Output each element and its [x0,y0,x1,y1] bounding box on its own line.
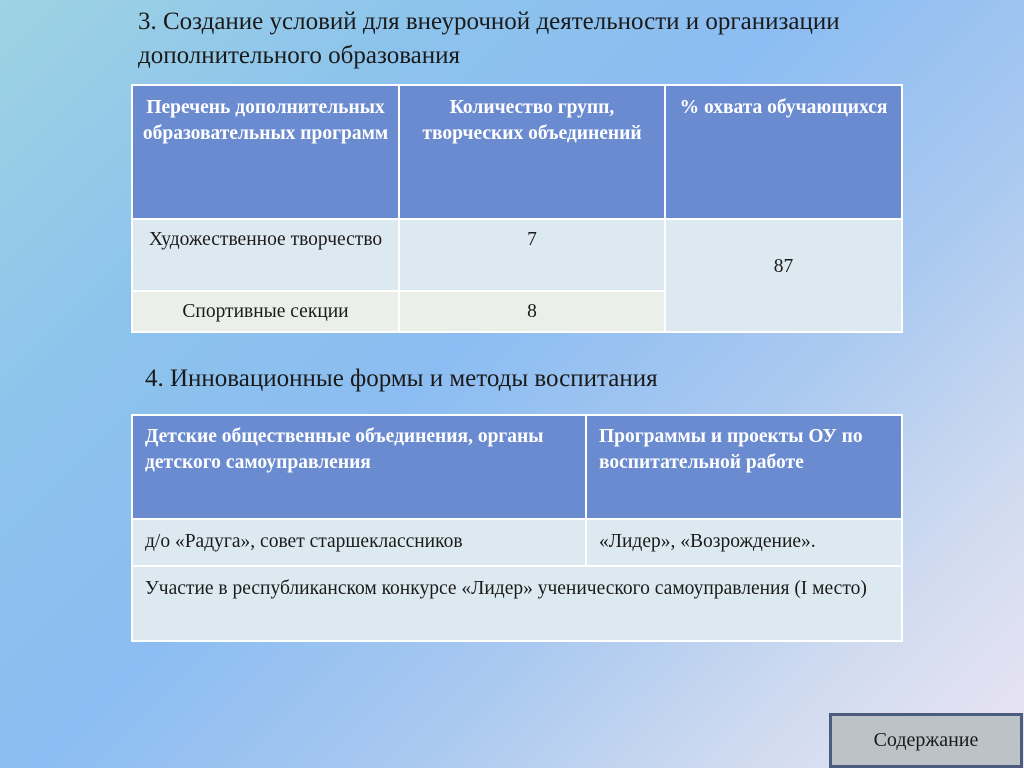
header-programs-list: Перечень дополнительных образовательных программ [132,85,399,219]
cell-contest-note: Участие в республиканском конкурсе «Лидер» ученического самоуправления (I место) [132,566,902,641]
header-groups-count: Количество групп, творческих объединений [399,85,665,219]
cell-groups-sports: 8 [399,291,665,332]
table-row [132,566,902,641]
table-row [132,519,902,566]
innovations-table [131,414,903,642]
section-4-title: 4. Инновационные формы и методы воспитания [145,365,658,392]
header-coverage-percent: % охвата обучающихся [665,85,902,219]
table-header-row [132,85,902,219]
programs-table [131,84,903,333]
cell-coverage-value: 87 [665,219,902,332]
contents-button[interactable]: Содержание [829,713,1023,768]
table-header-row [132,415,902,519]
section-3-title: 3. Создание условий для внеурочной деятельности и организации дополнительного образования [138,8,840,69]
header-projects: Программы и проекты ОУ по воспитательной работе [586,415,902,519]
cell-groups-art: 7 [399,219,665,291]
cell-projects: «Лидер», «Возрождение». [586,519,902,566]
cell-associations: д/о «Радуга», совет старшеклассников [132,519,586,566]
table-row [132,219,902,291]
cell-program-art: Художественное творчество [132,219,399,291]
header-associations: Детские общественные объединения, органы детского самоуправления [132,415,586,519]
cell-program-sports: Спортивные секции [132,291,399,332]
